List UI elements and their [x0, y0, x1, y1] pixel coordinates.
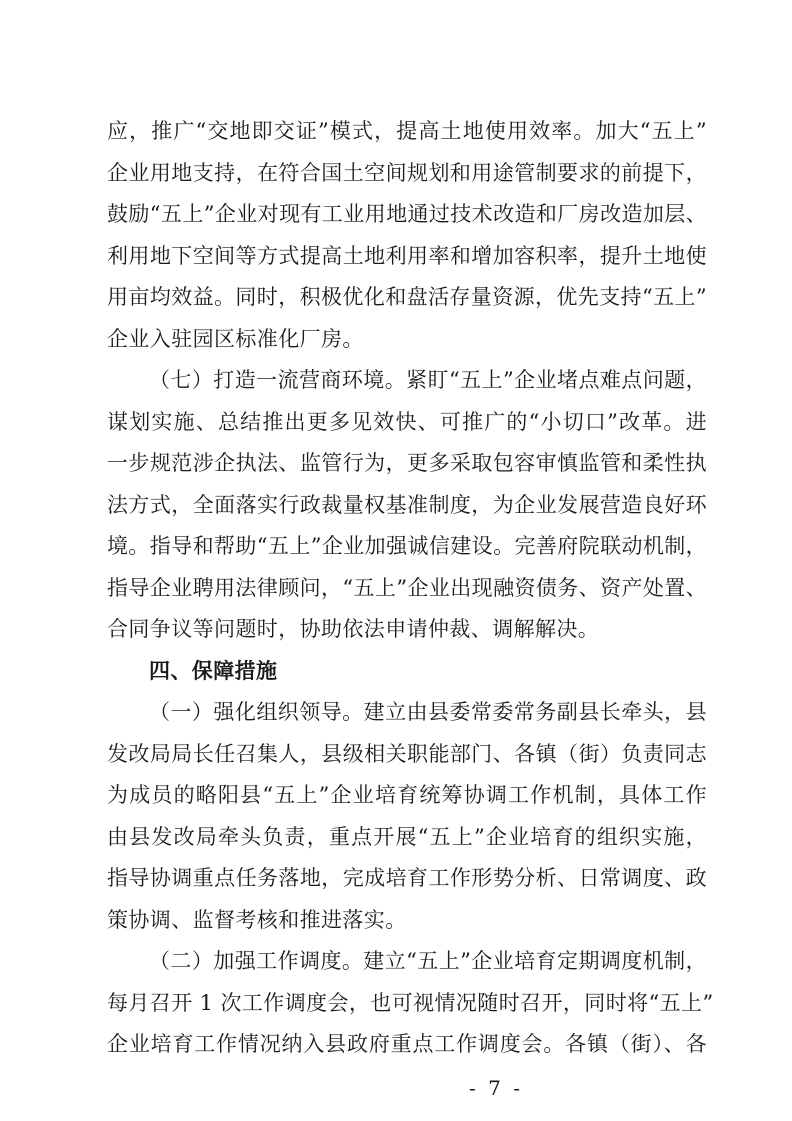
body-text-line: 企业培育工作情况纳入县政府重点工作调度会。各镇（街）、各: [107, 1032, 707, 1056]
body-text-line: 一步规范涉企执法、监管行为，更多采取包容审慎监管和柔性执: [107, 451, 707, 475]
body-text-line: 利用地下空间等方式提高土地利用率和增加容积率，提升土地使: [107, 244, 707, 268]
body-text-line: 发改局局长任召集人，县级相关职能部门、各镇（街）负责同志: [107, 742, 707, 766]
body-text-line: 合同争议等问题时，协助依法申请仲裁、调解解决。: [107, 617, 600, 641]
body-text-line: 每月召开 1 次工作调度会，也可视情况随时召开，同时将“五上”: [107, 991, 714, 1015]
body-text-line: 境。指导和帮助“五上”企业加强诚信建设。完善府院联动机制，: [107, 534, 708, 558]
body-text-line: （一）强化组织领导。建立由县委常委常务副县长牵头，县: [149, 700, 707, 724]
body-text-line: 由县发改局牵头负责，重点开展“五上”企业培育的组织实施，: [107, 825, 707, 849]
page-number: - 7 -: [469, 1076, 523, 1100]
body-text-line: 谋划实施、总结推出更多见效快、可推广的“小切口”改革。进: [107, 410, 707, 434]
body-text-line: 应，推广“交地即交证”模式，提高土地使用效率。加大“五上”: [107, 119, 707, 143]
body-text-line: 鼓励“五上”企业对现有工业用地通过技术改造和厂房改造加层、: [107, 202, 708, 226]
body-text-line: 企业用地支持，在符合国土空间规划和用途管制要求的前提下，: [107, 161, 707, 185]
body-text-line: （七）打造一流营商环境。紧盯“五上”企业堵点难点问题，: [149, 368, 707, 392]
section-heading: 四、保障措施: [149, 659, 278, 683]
body-text-line: 策协调、监督考核和推进落实。: [107, 908, 407, 932]
body-text-line: 用亩均效益。同时，积极优化和盘活存量资源，优先支持“五上”: [107, 285, 708, 309]
body-text-line: 企业入驻园区标准化厂房。: [107, 327, 364, 351]
body-text-line: 为成员的略阳县“五上”企业培育统筹协调工作机制，具体工作: [107, 783, 707, 807]
body-text-line: （二）加强工作调度。建立“五上”企业培育定期调度机制，: [149, 949, 707, 973]
body-text-line: 指导协调重点任务落地，完成培育工作形势分析、日常调度、政: [107, 866, 707, 890]
body-text-line: 法方式，全面落实行政裁量权基准制度，为企业发展营造良好环: [107, 493, 707, 517]
body-text-line: 指导企业聘用法律顾问，“五上”企业出现融资债务、资产处置、: [107, 576, 708, 600]
